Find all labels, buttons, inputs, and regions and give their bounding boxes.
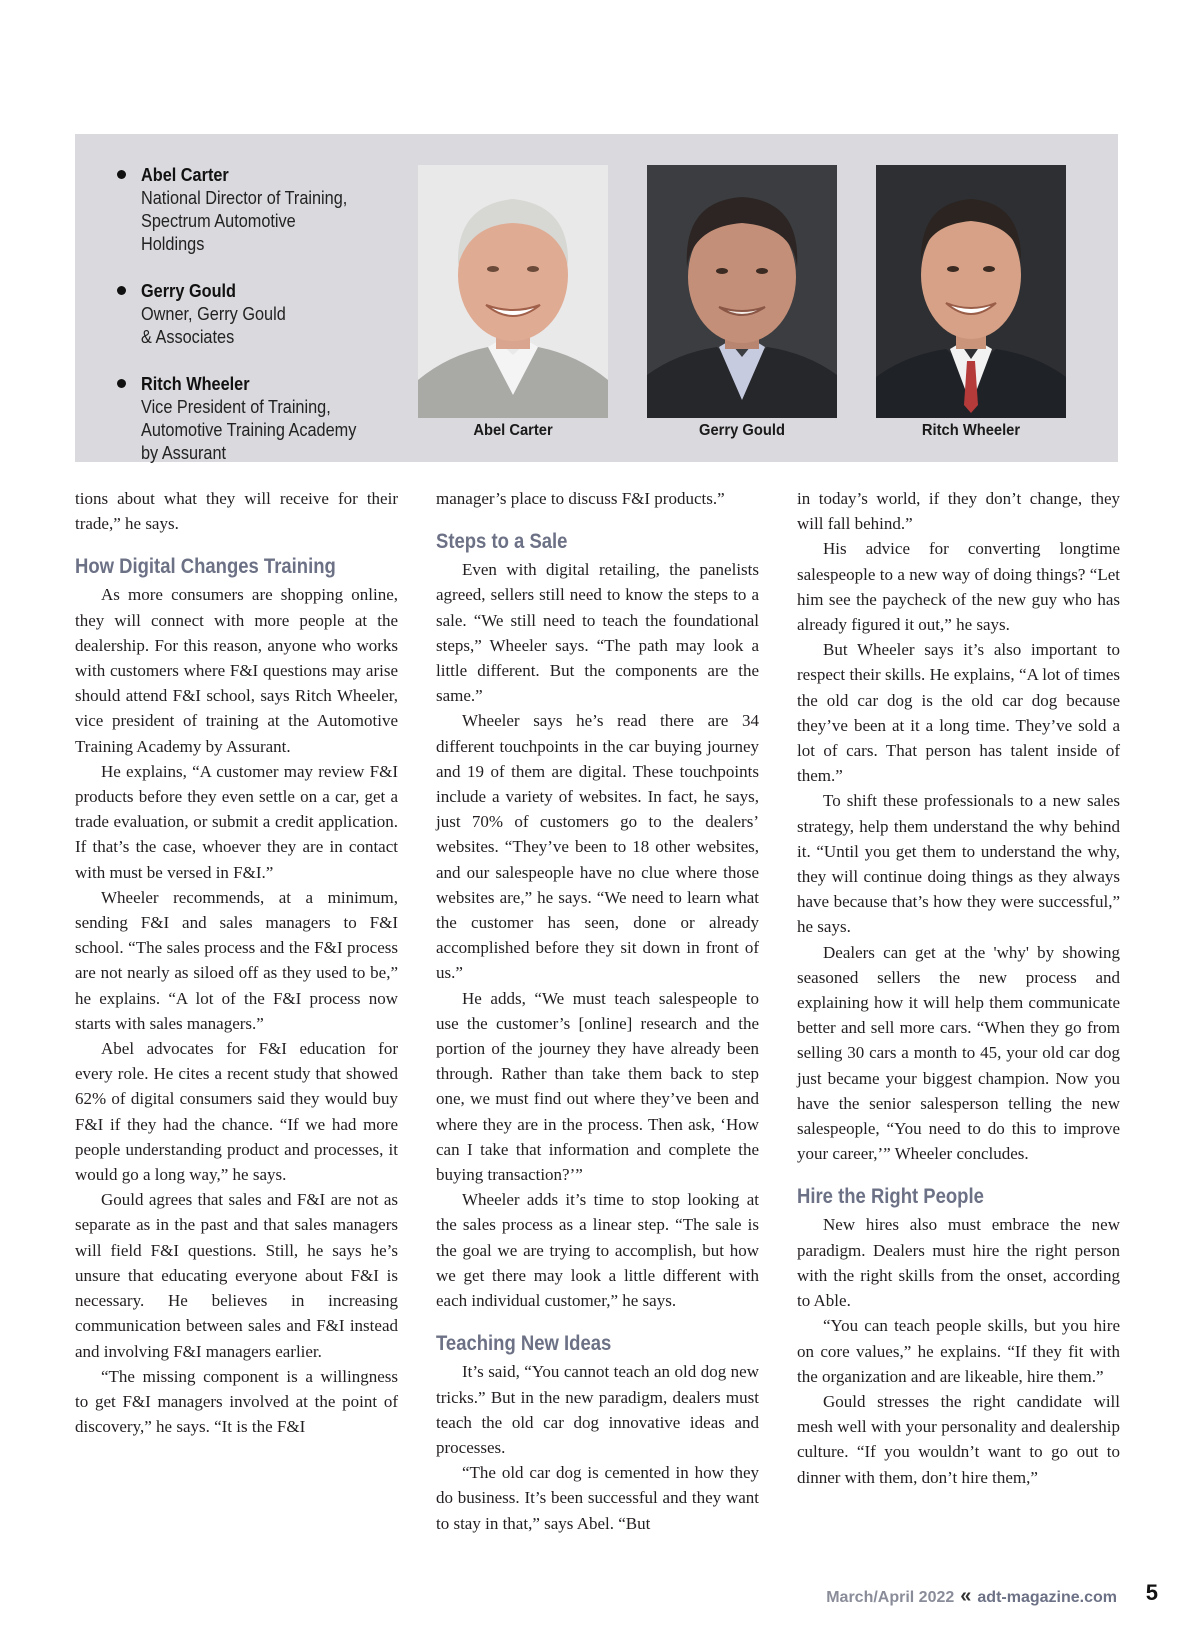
article-column-2: [436, 486, 759, 1536]
article-column-3: [797, 486, 1120, 1490]
paragraph: He adds, “We must teach salespeople to use the customer’s [online] research and the portion of the journey they have already been through. Rather than take them back to step one, we must find out where they’ve been and where they are in the process. Then ask, ‘How can I take that information and complete the buying transaction?’”: [436, 988, 759, 1185]
double-chevron-left-icon: «: [960, 1585, 972, 1607]
panelist-name: Gerry Gould: [141, 280, 236, 301]
paragraph: Even with digital retailing, the panelists agreed, sellers still need to know the steps to a sale. “We still need to teach the foundational steps,” Wheeler says. “The path may look a little different. But the components are the same.”: [436, 560, 759, 706]
paragraph: Dealers can get at the 'why' by showing seasoned sellers the new process and explaining how it will help them communicate better and sell more cars. “When they go from selling 30 cars a month to 45, your old car dog just became your biggest champion. Now you have the senior salesperson telling the new salespeople, “You need to do this to improve your career,’” Wheeler concludes.: [797, 942, 1120, 1164]
paragraph: in today’s world, if they don’t change, they will fall behind.”: [797, 489, 1120, 534]
panelist-role: National Director of Training, Spectrum Automotive Holdings: [141, 187, 348, 254]
bullet-icon: [117, 379, 126, 388]
paragraph: It’s said, “You cannot teach an old dog new tricks.” But in the new paradigm, dealers must teach the old car dog innovative ideas and processes.: [436, 1362, 759, 1457]
bullet-icon: [117, 286, 126, 295]
paragraph: Wheeler adds it’s time to stop looking at the sales process as a linear step. “The sale is the goal we are trying to accomplish, but how we get there may look a little different with each individual customer,” he says.: [436, 1190, 759, 1311]
page-footer: [826, 1585, 1117, 1608]
panelist-item: [117, 163, 387, 255]
panelist-name: Ritch Wheeler: [141, 373, 250, 394]
paragraph: “The old car dog is cemented in how they do business. It’s been successful and they want to stay in that,” says Abel. “But: [436, 1463, 759, 1533]
paragraph: “You can teach people skills, but you hire on core values,” he explains. “If they fit with the organization and are likeable, hire them.”: [797, 1316, 1120, 1386]
portrait-abel-carter: [418, 165, 608, 440]
paragraph: New hires also must embrace the new paradigm. Dealers must hire the right person with the right skills from the onset, according to Able.: [797, 1215, 1120, 1311]
paragraph: Wheeler says he’s read there are 34 different touchpoints in the car buying journey and 19 of them are digital. These touchpoints include a variety of websites. In fact, he says, just 70% of customers go to the dealers’ websites. “They’ve been to 18 other websites, and our salespeople have no clue where those websites are,” he says. “We need to learn what the customer has seen, done or already accomplished before they sit down in front of us.”: [436, 711, 759, 983]
paragraph: Gould stresses the right candidate will mesh well with your personality and dealership culture. “If you wouldn’t want to go out to dinner with them, don’t hire them,”: [797, 1391, 1120, 1487]
photo-caption: Abel Carter: [473, 422, 553, 439]
paragraph: Wheeler recommends, at a minimum, sending F&I and sales managers to F&I school. “The sales process and the F&I process are not nearly as siloed off as they used to be,” he explains. “A lot of the F&I process now starts with sales managers.”: [75, 887, 398, 1033]
paragraph: But Wheeler says it’s also important to respect their skills. He explains, “A lot of times the old car dog is the old car dog because they’ve been at it a long time. They’ve sold a lot of cars. That person has talent inside of them.”: [797, 640, 1120, 786]
panelist-name: Abel Carter: [141, 164, 229, 185]
page-number: 5: [1145, 1580, 1158, 1605]
paragraph: “The missing component is a willingness to get F&I managers involved at the point of discovery,” he says. “It is the F&I: [75, 1366, 398, 1437]
paragraph: tions about what they will receive for their trade,” he says.: [75, 489, 398, 534]
section-heading: Teaching New Ideas: [436, 1332, 612, 1356]
photo-caption: Gerry Gould: [699, 422, 785, 439]
portrait-image: [876, 165, 1066, 418]
bullet-icon: [117, 170, 126, 179]
paragraph: manager’s place to discuss F&I products.”: [436, 489, 725, 508]
site-link[interactable]: adt-magazine.com: [977, 1589, 1117, 1606]
panelist-item: [117, 372, 387, 464]
section-heading: How Digital Changes Training: [75, 555, 336, 579]
paragraph: He explains, “A customer may review F&I products before they even settle on a car, get a trade evaluation, or submit a credit application. If that’s the case, whoever they are in contact with must be versed in F&I.”: [75, 761, 398, 882]
section-heading: Steps to a Sale: [436, 530, 568, 554]
paragraph: To shift these professionals to a new sales strategy, help them understand the why behind it. “Until you get them to understand the why, they will continue doing things as they always have because that’s how they were successful,” he says.: [797, 791, 1120, 937]
paragraph: Abel advocates for F&I education for every role. He cites a recent study that showed 62% of digital consumers said they would buy F&I if they had the chance. “If we had more people understanding product and processes, it would go a long way,” he says.: [75, 1039, 398, 1185]
panelist-role: Vice President of Training, Automotive Training Academy by Assurant: [141, 396, 357, 463]
issue-date: March/April 2022: [826, 1589, 955, 1606]
portrait-image: [418, 165, 608, 418]
article-column-1: [75, 486, 398, 1439]
portrait-gerry-gould: [647, 165, 837, 440]
paragraph: As more consumers are shopping online, they will connect with more people at the dealership. For this reason, anyone who works with customers where F&I questions may arise should attend F&I school, says Ritch Wheeler, vice president of training at the Automotive Training Academy by Assurant.: [75, 585, 398, 756]
paragraph: His advice for converting longtime salespeople to a new way of doing things? “Let him see the paycheck of the new guy who has already figured it out,” he says.: [797, 539, 1120, 635]
photo-caption: Ritch Wheeler: [921, 422, 1021, 439]
portrait-image: [647, 165, 837, 418]
panelist-list: [117, 163, 387, 488]
paragraph: Gould agrees that sales and F&I are not as separate as in the past and that sales managers will field F&I questions. Still, he says he’s unsure that educating everyone about F&I is necessary. He believes in increasing communication between sales and F&I instead and involving F&I managers earlier.: [75, 1190, 398, 1361]
section-heading: Hire the Right People: [797, 1185, 984, 1209]
panelist-role: Owner, Gerry Gould & Associates: [141, 303, 286, 347]
portrait-ritch-wheeler: [876, 165, 1066, 440]
panelist-panel: [75, 134, 1118, 462]
panelist-item: [117, 279, 387, 348]
